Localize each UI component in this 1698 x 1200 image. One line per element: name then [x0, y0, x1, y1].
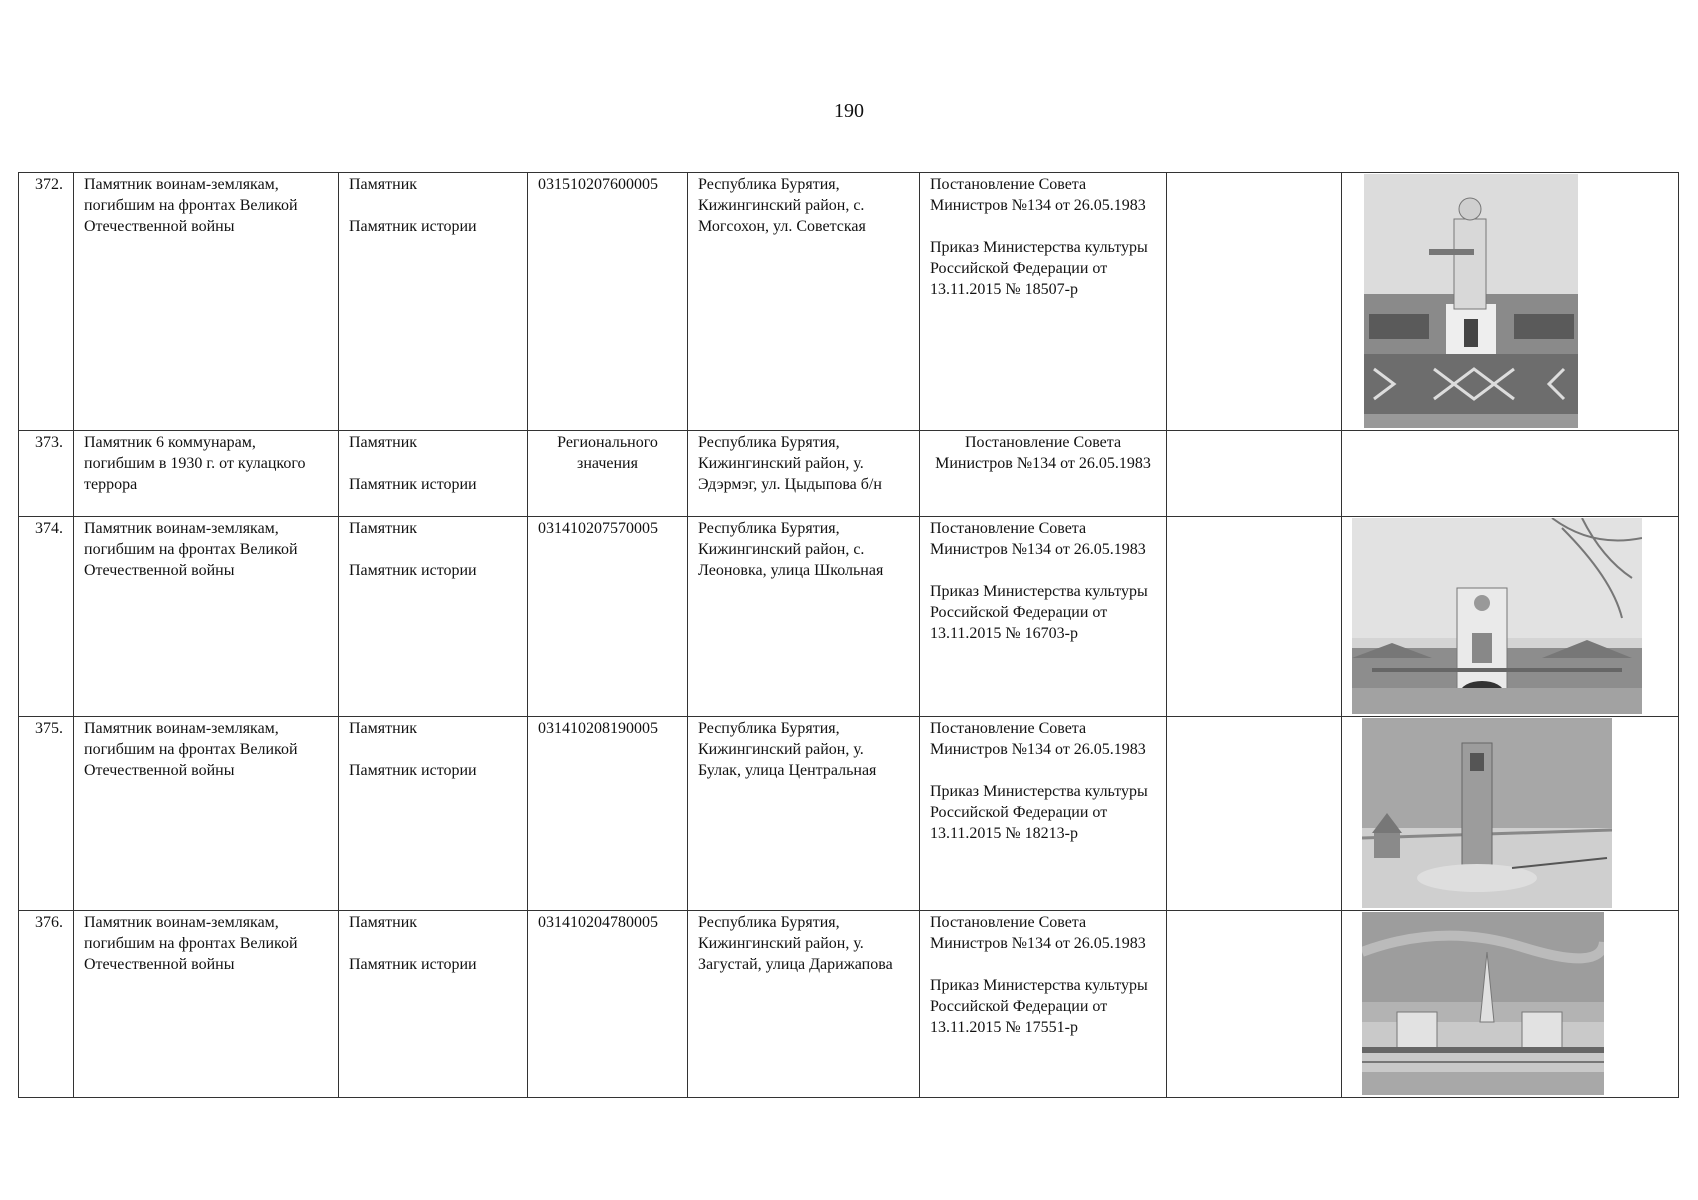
- photo-cell: [1342, 173, 1679, 431]
- row-number: 372.: [19, 173, 74, 431]
- table-row: [19, 911, 1679, 1098]
- legal-documents: [920, 717, 1167, 911]
- monument-photo: [1352, 518, 1642, 714]
- row-number: 376.: [19, 911, 74, 1098]
- registry-code: 031410204780005: [528, 911, 688, 1098]
- photo-cell: [1342, 911, 1679, 1098]
- legal-documents: [920, 911, 1167, 1098]
- photo-cell: [1342, 717, 1679, 911]
- decree-text: Постановление Совета Министров №134 от 26.05.1983: [930, 720, 1146, 758]
- monument-type: [339, 431, 528, 517]
- registry-code: 031510207600005: [528, 173, 688, 431]
- legal-documents: [920, 173, 1167, 431]
- row-number: 374.: [19, 517, 74, 717]
- monument-name: Памятник воинам-землякам, погибшим на фронтах Великой Отечественной войны: [74, 517, 339, 717]
- page-number: 190: [834, 100, 864, 122]
- address: Республика Бурятия, Кижингинский район, у. Булак, улица Центральная: [688, 717, 920, 911]
- category-label: Памятник истории: [349, 476, 477, 493]
- monument-type: [339, 517, 528, 717]
- registry-code: 031410208190005: [528, 717, 688, 911]
- monument-photo: [1362, 912, 1604, 1095]
- type-label: Памятник: [349, 720, 418, 737]
- type-label: Памятник: [349, 176, 418, 193]
- address: Республика Бурятия, Кижингинский район, у. Эдэрмэг, ул. Цыдыпова б/н: [688, 431, 920, 517]
- type-label: Памятник: [349, 914, 418, 931]
- category-label: Памятник истории: [349, 218, 477, 235]
- category-label: Памятник истории: [349, 762, 477, 779]
- table-row: [19, 431, 1679, 517]
- monument-type: [339, 173, 528, 431]
- address: Республика Бурятия, Кижингинский район, с. Леоновка, улица Школьная: [688, 517, 920, 717]
- monument-name: Памятник воинам-землякам, погибшим на фронтах Великой Отечественной войны: [74, 717, 339, 911]
- type-label: Памятник: [349, 520, 418, 537]
- monuments-table: [18, 172, 1679, 1098]
- empty-cell: [1167, 431, 1342, 517]
- address: Республика Бурятия, Кижингинский район, с. Могсохон, ул. Советская: [688, 173, 920, 431]
- decree-text: Постановление Совета Министров №134 от 26.05.1983: [930, 176, 1146, 214]
- legal-documents: [920, 517, 1167, 717]
- category-label: Памятник истории: [349, 956, 477, 973]
- photo-cell: [1342, 517, 1679, 717]
- empty-cell: [1167, 717, 1342, 911]
- table-row: [19, 173, 1679, 431]
- empty-cell: [1167, 517, 1342, 717]
- order-text: Приказ Министерства культуры Российской Федерации от 13.11.2015 № 18507-р: [930, 239, 1148, 298]
- empty-cell: [1167, 173, 1342, 431]
- order-text: Приказ Министерства культуры Российской Федерации от 13.11.2015 № 16703-р: [930, 583, 1148, 642]
- empty-cell: [1167, 911, 1342, 1098]
- monument-photo: [1364, 174, 1578, 428]
- monument-name: Памятник воинам-землякам, погибшим на фронтах Великой Отечественной войны: [74, 173, 339, 431]
- decree-text: Постановление Совета Министров №134 от 26.05.1983: [930, 520, 1146, 558]
- significance: Регионального значения: [528, 431, 688, 517]
- photo-cell: [1342, 431, 1679, 517]
- monument-photo: [1362, 718, 1612, 908]
- row-number: 373.: [19, 431, 74, 517]
- decree-text: Постановление Совета Министров №134 от 26.05.1983: [930, 914, 1146, 952]
- legal-documents: [920, 431, 1167, 517]
- table-row: [19, 517, 1679, 717]
- type-label: Памятник: [349, 434, 418, 451]
- decree-text: Постановление Совета Министров №134 от 26.05.1983: [935, 434, 1151, 472]
- category-label: Памятник истории: [349, 562, 477, 579]
- monument-name: Памятник 6 коммунарам, погибшим в 1930 г. от кулацкого террора: [74, 431, 339, 517]
- monument-name: Памятник воинам-землякам, погибшим на фронтах Великой Отечественной войны: [74, 911, 339, 1098]
- order-text: Приказ Министерства культуры Российской Федерации от 13.11.2015 № 17551-р: [930, 977, 1148, 1036]
- monument-type: [339, 717, 528, 911]
- address: Республика Бурятия, Кижингинский район, у. Загустай, улица Дарижапова: [688, 911, 920, 1098]
- row-number: 375.: [19, 717, 74, 911]
- registry-code: 031410207570005: [528, 517, 688, 717]
- monument-type: [339, 911, 528, 1098]
- table-row: [19, 717, 1679, 911]
- order-text: Приказ Министерства культуры Российской Федерации от 13.11.2015 № 18213-р: [930, 783, 1148, 842]
